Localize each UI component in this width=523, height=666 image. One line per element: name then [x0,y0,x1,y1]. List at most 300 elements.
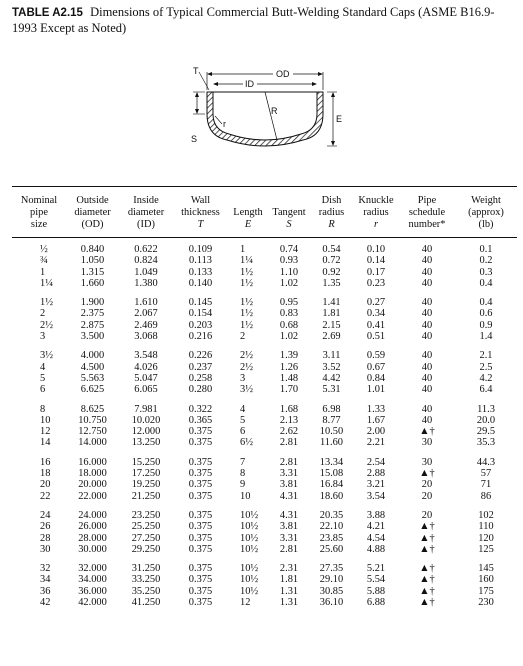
table-cell: 40 [421,277,433,289]
table-cell: 4.000 [80,350,105,362]
table-cell: 21.250 [131,490,161,502]
table-cell: 0.375 [188,456,213,468]
table-cell: 40 [421,350,433,362]
table-cell: 0.10 [366,244,386,255]
table-cell: 15.250 [131,456,161,468]
table-cell: 20.0 [476,414,496,426]
table-cell: 1 [240,244,246,255]
table-cell: 1.31 [279,585,299,597]
table-cell: 1.67 [366,414,386,426]
table-cell: 110 [478,521,494,533]
table-cell: 0.54 [322,244,341,255]
table-row [12,267,517,278]
table-cell: 3.500 [80,331,105,343]
table-cell: 2.69 [322,331,341,343]
table-cell: 1¼ [240,255,253,267]
table-cell: 0.375 [188,597,213,609]
table-cell: 3.21 [366,479,386,491]
column-header-line [268,195,310,207]
table-cell: 18 [40,468,51,480]
table-cell: 36 [40,585,51,597]
table-cell: 3.81 [279,479,299,491]
table-cell: 0.237 [188,361,213,373]
table-cell: 1.02 [279,277,299,289]
column-header-line: pipe [30,207,48,218]
table-cell: ▲† [419,585,435,597]
table-cell: 4.31 [279,509,299,521]
column-header [268,187,310,238]
column-header-line: thickness [181,207,220,218]
table-caption [12,5,517,36]
table-cell: 22.10 [319,521,344,533]
table-cell: 41.250 [131,597,161,609]
dimensions-table [12,186,517,608]
table-cell: 2.21 [366,437,386,449]
table-cell: 20 [40,479,51,491]
table-row [12,238,517,256]
table-cell: 1.660 [80,277,105,289]
column-header-line: Knuckle [358,195,394,206]
table-cell: ▲† [419,426,435,438]
table-cell: 30.000 [78,543,107,555]
table-cell: 40 [421,244,433,255]
table-cell: 0.375 [188,437,213,449]
table-cell: 34.000 [78,574,107,586]
table-cell: ¾ [40,255,48,267]
table-cell: 28.000 [78,532,107,544]
table-cell: 1½ [240,277,253,289]
table-cell: 0.375 [188,509,213,521]
table-cell: 0.113 [189,255,212,267]
table-cell: 2.00 [366,426,386,438]
table-cell: 0.41 [366,319,386,331]
column-header-line: number* [408,219,446,230]
table-row [12,491,517,502]
table-cell: 0.3 [479,266,493,278]
table-cell: 3 [40,331,46,343]
table-cell: 32 [40,563,51,575]
table-cell: 120 [478,532,494,544]
table-cell: 10½ [240,563,259,575]
table-cell: 0.375 [188,490,213,502]
table-cell: 10 [240,490,251,502]
table-cell: 0.365 [188,414,213,426]
table-cell: 35.3 [476,437,496,449]
table-cell: 0.4 [479,277,493,289]
table-cell: 15.08 [319,468,344,480]
table-cell: 5.047 [134,372,158,384]
table-cell: 5.88 [366,585,386,597]
table-cell: 44.3 [476,456,496,468]
table-cell: 1½ [240,319,253,331]
table-cell: 12 [240,597,251,609]
table-cell: 0.258 [188,372,213,384]
column-header [228,187,268,238]
column-header [310,187,353,238]
column-header-symbol: S [286,219,292,230]
table-cell: 16.84 [319,479,344,491]
table-cell: 4.54 [366,532,386,544]
table-cell: 2.469 [134,319,158,331]
table-cell: 0.145 [188,297,213,309]
table-cell: 16.000 [78,456,107,468]
column-header [119,187,173,238]
table-cell: 4.2 [479,372,493,384]
table-cell: 4 [240,403,246,415]
table-cell: 4.88 [366,543,386,555]
s-label: S [191,134,198,144]
table-cell: 34 [40,574,51,586]
table-cell: 10½ [240,585,259,597]
table-cell: ▲† [419,597,435,609]
table-cell: 40 [421,403,433,415]
table-row [12,373,517,384]
table-cell: 0.84 [366,372,386,384]
table-cell: 0.2 [479,255,493,267]
table-cell: 0.59 [366,350,386,362]
table-cell: 10½ [240,521,259,533]
table-cell: 1.48 [279,372,299,384]
table-cell: 2.81 [279,456,299,468]
table-cell: 1.4 [479,331,493,343]
column-header-line: diameter [74,207,111,218]
column-header [12,187,66,238]
table-cell: 26.000 [78,521,107,533]
table-cell: 20 [421,479,433,491]
table-cell: 3.52 [322,361,341,373]
table-cell: 36.10 [319,597,344,609]
id-label: ID [245,79,254,89]
table-cell: 10.50 [319,426,344,438]
table-cell: 4.42 [322,372,341,384]
table-cell: 23.85 [319,532,344,544]
table-cell: 0.74 [279,244,299,255]
table-cell: 31.250 [131,563,161,575]
table-cell: 2.88 [366,468,386,480]
t-label: T [193,66,199,76]
table-row [12,289,517,308]
table-cell: 2½ [240,361,253,373]
table-cell: 1¼ [40,277,53,289]
column-header-line: Length [233,207,263,218]
table-cell: 0.83 [279,308,299,320]
table-cell: 6.98 [322,403,341,415]
table-cell: 2.13 [279,414,299,426]
table-cell: 18.60 [319,490,344,502]
table-cell: 10½ [240,509,259,521]
table-row [12,384,517,395]
table-cell: 1.01 [366,384,386,396]
table-cell: 0.68 [279,319,299,331]
table-row [12,396,517,415]
table-cell: 20 [421,509,433,521]
table-cell: 0.840 [80,244,105,255]
table-cell: 0.622 [134,244,158,255]
table-cell: 42 [40,597,51,609]
column-header-line: Outside [76,195,109,206]
table-number: TABLE A2.15 [12,7,83,19]
table-cell: 4.21 [366,521,386,533]
table-cell: 2.81 [279,543,299,555]
table-cell: 125 [478,543,494,555]
table-cell: 30 [421,456,433,468]
column-header [353,187,399,238]
table-row [12,574,517,585]
table-row [12,544,517,555]
table-row [12,342,517,361]
table-cell: 17.250 [131,468,161,480]
table-cell: 8.77 [322,414,341,426]
table-cell: 0.140 [188,277,213,289]
table-cell: 5.54 [366,574,386,586]
table-cell: 26 [40,521,51,533]
table-cell: 0.203 [188,319,213,331]
column-header-line: (approx) [468,207,504,218]
table-cell: 2.81 [279,437,299,449]
table-cell: 27.250 [131,532,161,544]
table-cell: 0.6 [479,308,493,320]
table-cell: 2 [240,331,246,343]
table-cell: 0.1 [479,244,493,255]
table-cell: 3.54 [366,490,386,502]
table-cell: 1.70 [279,384,299,396]
table-cell: 24.000 [78,509,107,521]
table-cell: 8 [40,403,46,415]
table-cell: 40 [421,331,433,343]
table-cell: 5.563 [80,372,105,384]
table-cell: ▲† [419,468,435,480]
table-cell: 0.34 [366,308,386,320]
table-row [12,308,517,319]
table-cell: 71 [480,479,492,491]
column-header-line: (OD) [81,219,104,230]
table-cell: 25.60 [319,543,344,555]
table-row [12,502,517,521]
table-cell: 35.250 [131,585,161,597]
table-cell: 0.154 [188,308,213,320]
table-cell: 1½ [240,266,253,278]
table-cell: 10½ [240,543,259,555]
table-cell: 13.34 [319,456,344,468]
table-cell: 10.750 [78,414,107,426]
table-cell: 22.000 [78,490,107,502]
table-cell: 11.60 [320,437,343,449]
table-cell: 1½ [40,297,53,309]
table-row [12,479,517,490]
table-cell: 4.026 [134,361,158,373]
table-cell: 40 [421,266,433,278]
table-cell: 6.625 [80,384,105,396]
table-cell: 2.5 [479,361,493,373]
column-header-line: Tangent [272,207,306,218]
column-header-line: Pipe [417,195,437,206]
table-cell: 10½ [240,532,259,544]
r-knuckle-label: r [223,119,226,129]
column-header-line: Dish [321,195,342,206]
table-cell: 0.375 [188,532,213,544]
table-row [12,468,517,479]
table-cell: 10½ [240,574,259,586]
table-cell: ½ [40,244,48,255]
table-cell: 0.375 [188,468,213,480]
table-cell: 18.000 [78,468,107,480]
table-cell: 30 [421,437,433,449]
table-cell: 1.315 [80,266,105,278]
table-cell: 57 [480,468,492,480]
table-cell: 3.31 [279,532,299,544]
table-cell: 102 [478,509,494,521]
table-cell: 24 [40,509,51,521]
cap-cross-section-drawing [185,62,345,162]
table-row [12,362,517,373]
table-cell: 0.95 [279,297,299,309]
table-cell: 5.31 [322,384,341,396]
table-cell: 0.375 [188,543,213,555]
table-row [12,255,517,266]
column-header-line: (lb) [478,219,494,230]
table-cell: 14.000 [78,437,107,449]
table-cell: 0.93 [279,255,299,267]
table-cell: 23.250 [131,509,161,521]
table-row [12,437,517,448]
butt-weld-cap-diagram [185,62,345,162]
table-cell: 230 [478,597,494,609]
table-row [12,426,517,437]
table-cell: 30 [40,543,51,555]
table-cell: 6 [40,384,46,396]
table-cell: 4.500 [80,361,105,373]
table-cell: 1.39 [279,350,299,362]
table-row [12,331,517,342]
table-cell: 0.67 [366,361,386,373]
table-cell: 1.33 [366,403,386,415]
table-cell: 2½ [240,350,253,362]
table-cell: 1.31 [279,597,299,609]
table-cell: 2.15 [322,319,341,331]
table-cell: 1.900 [80,297,105,309]
table-row [12,415,517,426]
table-cell: 160 [478,574,494,586]
table-cell: 175 [478,585,494,597]
table-cell: 13.250 [131,437,161,449]
table-cell: 40 [421,414,433,426]
table-cell: 5.21 [366,563,386,575]
table-cell: 2.375 [80,308,105,320]
table-cell: 40 [421,255,433,267]
table-cell: 40 [421,297,433,309]
table-title: Dimensions of Typical Commercial Butt-Welding Standard Caps (ASME B16.9-1993 Except as Noted) [12,5,495,35]
table-cell: 25.250 [131,521,161,533]
table-row [12,278,517,289]
table-cell: 28 [40,532,51,544]
table-cell: 29.5 [476,426,496,438]
table-cell: 12.000 [131,426,161,438]
table-cell: 1.050 [80,255,105,267]
table-cell: 12.750 [78,426,107,438]
table-cell: 0.23 [366,277,386,289]
table-cell: 0.216 [188,331,213,343]
table-cell: 1.02 [279,331,299,343]
column-header-line: (ID) [137,219,155,230]
table-cell: 22 [40,490,51,502]
column-header-line: radius [363,207,389,218]
table-cell: 1.81 [279,574,299,586]
column-header-symbol: R [328,219,335,230]
table-cell: 12 [40,426,51,438]
table-cell: 2.54 [366,456,386,468]
table-cell: 0.226 [188,350,213,362]
table-cell: 0.92 [322,266,341,278]
table-cell: 16 [40,456,51,468]
table-cell: 2.875 [80,319,105,331]
table-cell: 5 [240,414,246,426]
column-header-line: diameter [127,207,165,218]
table-row [12,533,517,544]
table-cell: 40 [421,384,433,396]
table-cell: 3½ [240,384,253,396]
table-cell: 2½ [40,319,53,331]
table-cell: 3½ [40,350,53,362]
table-cell: 1.380 [134,277,158,289]
table-row [12,449,517,468]
column-header [66,187,119,238]
table-cell: 29.250 [131,543,161,555]
table-cell: ▲† [419,543,435,555]
table-cell: 0.375 [188,521,213,533]
table-row [12,597,517,608]
table-row [12,320,517,331]
table-cell: 7 [240,456,246,468]
column-header-line: Nominal [20,195,58,206]
table-cell: 0.4 [479,297,493,309]
table-cell: 40 [421,361,433,373]
table-cell: 33.250 [131,574,161,586]
table-cell: 1.35 [322,277,341,289]
table-cell: 11.3 [477,403,495,415]
column-header-line: Wall [190,195,211,206]
column-header [399,187,455,238]
column-header-line: size [30,219,48,230]
table-cell: 5 [40,372,46,384]
column-header-line: schedule [408,207,446,218]
table-cell: 7.981 [134,403,158,415]
column-header-symbol: r [373,219,379,230]
table-cell: 0.133 [188,266,213,278]
table-cell: 20.35 [319,509,344,521]
table-cell: 1.10 [279,266,299,278]
table-cell: 3.81 [279,521,299,533]
e-label: E [336,114,343,124]
table-cell: 86 [480,490,492,502]
table-cell: 8 [240,468,246,480]
table-cell: 6.88 [366,597,386,609]
table-cell: 0.17 [366,266,386,278]
table-cell: 0.27 [366,297,386,309]
column-header-line: Weight [471,195,501,206]
table-cell: 20.000 [78,479,107,491]
table-cell: 36.000 [78,585,107,597]
column-header-line: Inside [133,195,159,206]
table-cell: 6.4 [479,384,493,396]
table-cell: 2.067 [134,308,158,320]
table-cell: 42.000 [78,597,107,609]
table-cell: 0.51 [366,331,386,343]
table-cell: 0.72 [322,255,341,267]
table-cell: 3.11 [322,350,341,362]
table-row [12,555,517,574]
table-cell: 6.065 [134,384,158,396]
table-cell: 4.31 [279,490,299,502]
